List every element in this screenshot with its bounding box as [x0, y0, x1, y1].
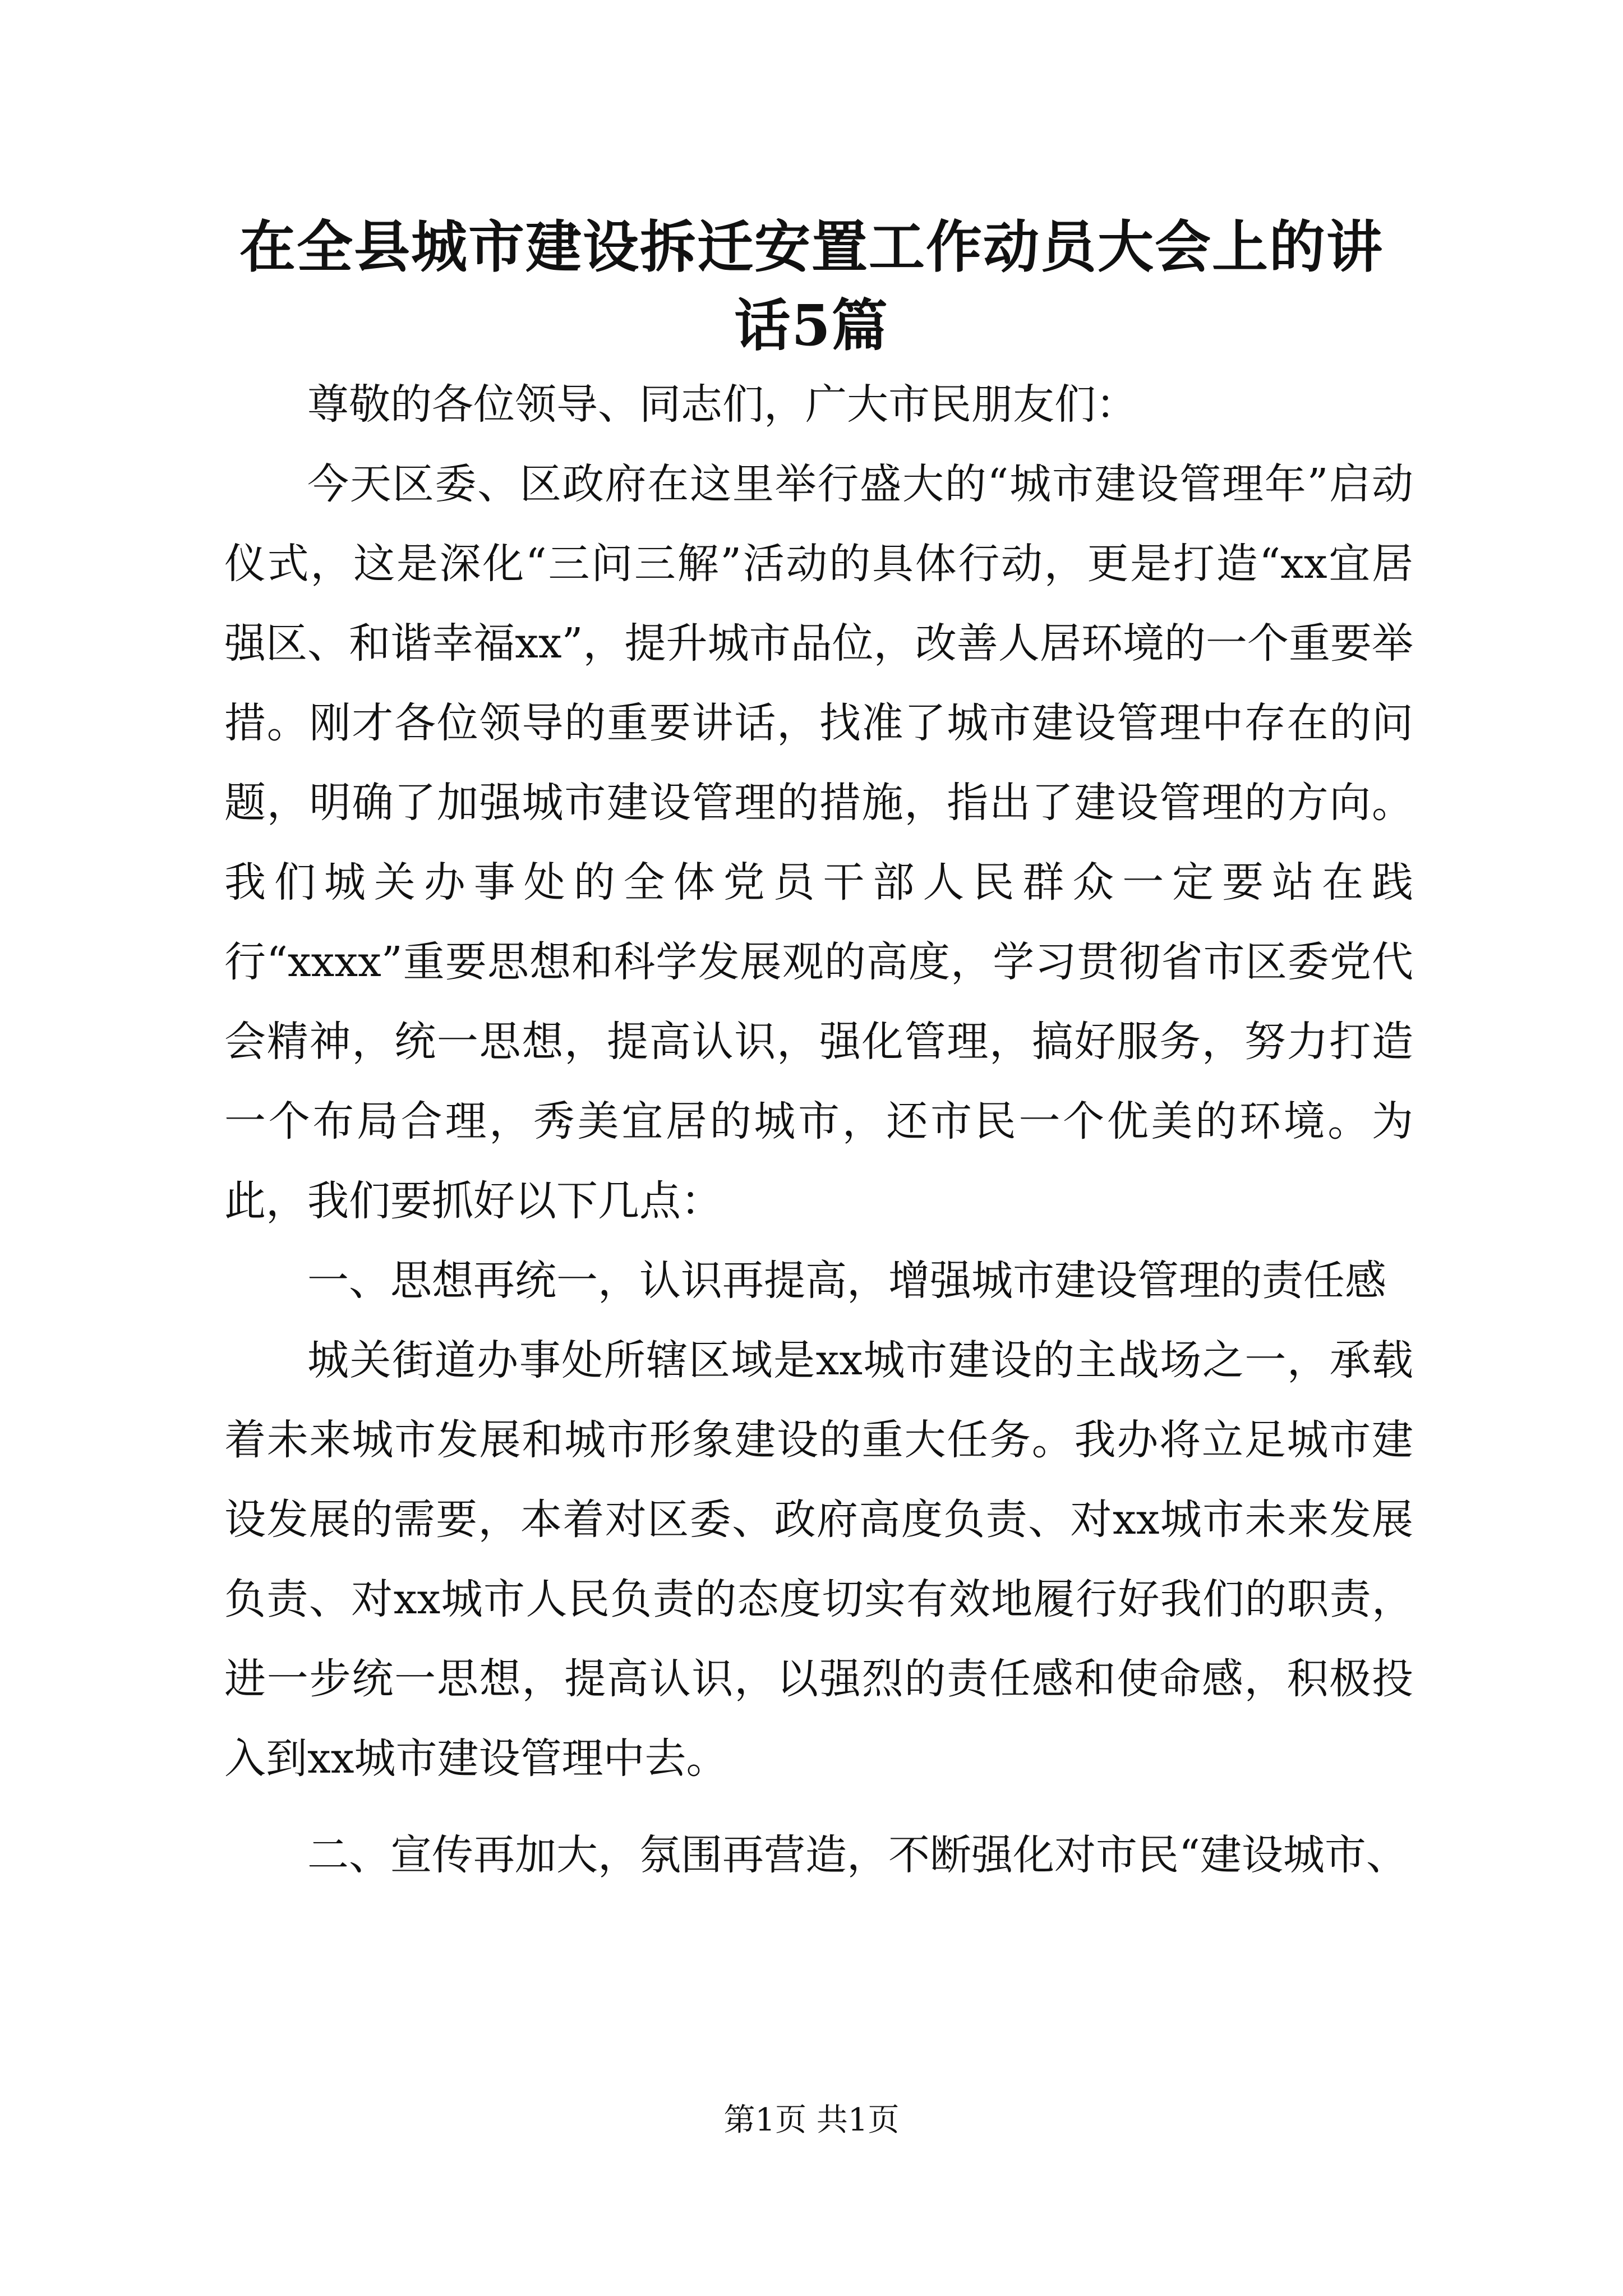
title-line-2: 话5篇 [734, 292, 889, 358]
title-line-1: 在全县城市建设拆迁安置工作动员大会上的讲 [239, 214, 1384, 280]
page-footer: 第1页 共1页 [723, 2102, 900, 2138]
section-heading: 二、宣传再加大，氛围再营造，不断强化对市民“建设城市、 [307, 1831, 1408, 1879]
document-body [224, 365, 1413, 1895]
section-heading: 一、思想再统一，认识再提高，增强城市建设管理的责任感 [307, 1257, 1386, 1305]
document-title [202, 208, 1421, 365]
salutation: 尊敬的各位领导、同志们，广大市民朋友们： [307, 380, 1137, 429]
body-paragraph: 城关街道办事处所辖区域是xx城市建设的主战场之一，承载着未来城市发展和城市形象建设的重大任务。我办将立足城市建设发展的需要，本着对区委、政府高度负责、对xx城市未来发展负责、对xx城市人民负责的态度切实有效地履行好我们的职责，进一步统一思想，提高认识，以强烈的责任感和使命感，积极投入到xx城市建设管理中去。 [224, 1336, 1413, 1783]
body-paragraph: 今天区委、区政府在这里举行盛大的“城市建设管理年”启动仪式，这是深化“三问三解”活动的具体行动，更是打造“xx宜居强区、和谐幸福xx”，提升城市品位，改善人居环境的一个重要举措。刚才各位领导的重要讲话，找准了城市建设管理中存在的问题，明确了加强城市建设管理的措施，指出了建设管理的方向。我们城关办事处的全体党员干部人民群众一定要站在践行“xxxx”重要思想和科学发展观的高度，学习贯彻省市区委党代会精神，统一思想，提高认识，强化管理，搞好服务，努力打造一个布局合理，秀美宜居的城市，还市民一个优美的环境。为此，我们要抓好以下几点： [224, 460, 1413, 1225]
